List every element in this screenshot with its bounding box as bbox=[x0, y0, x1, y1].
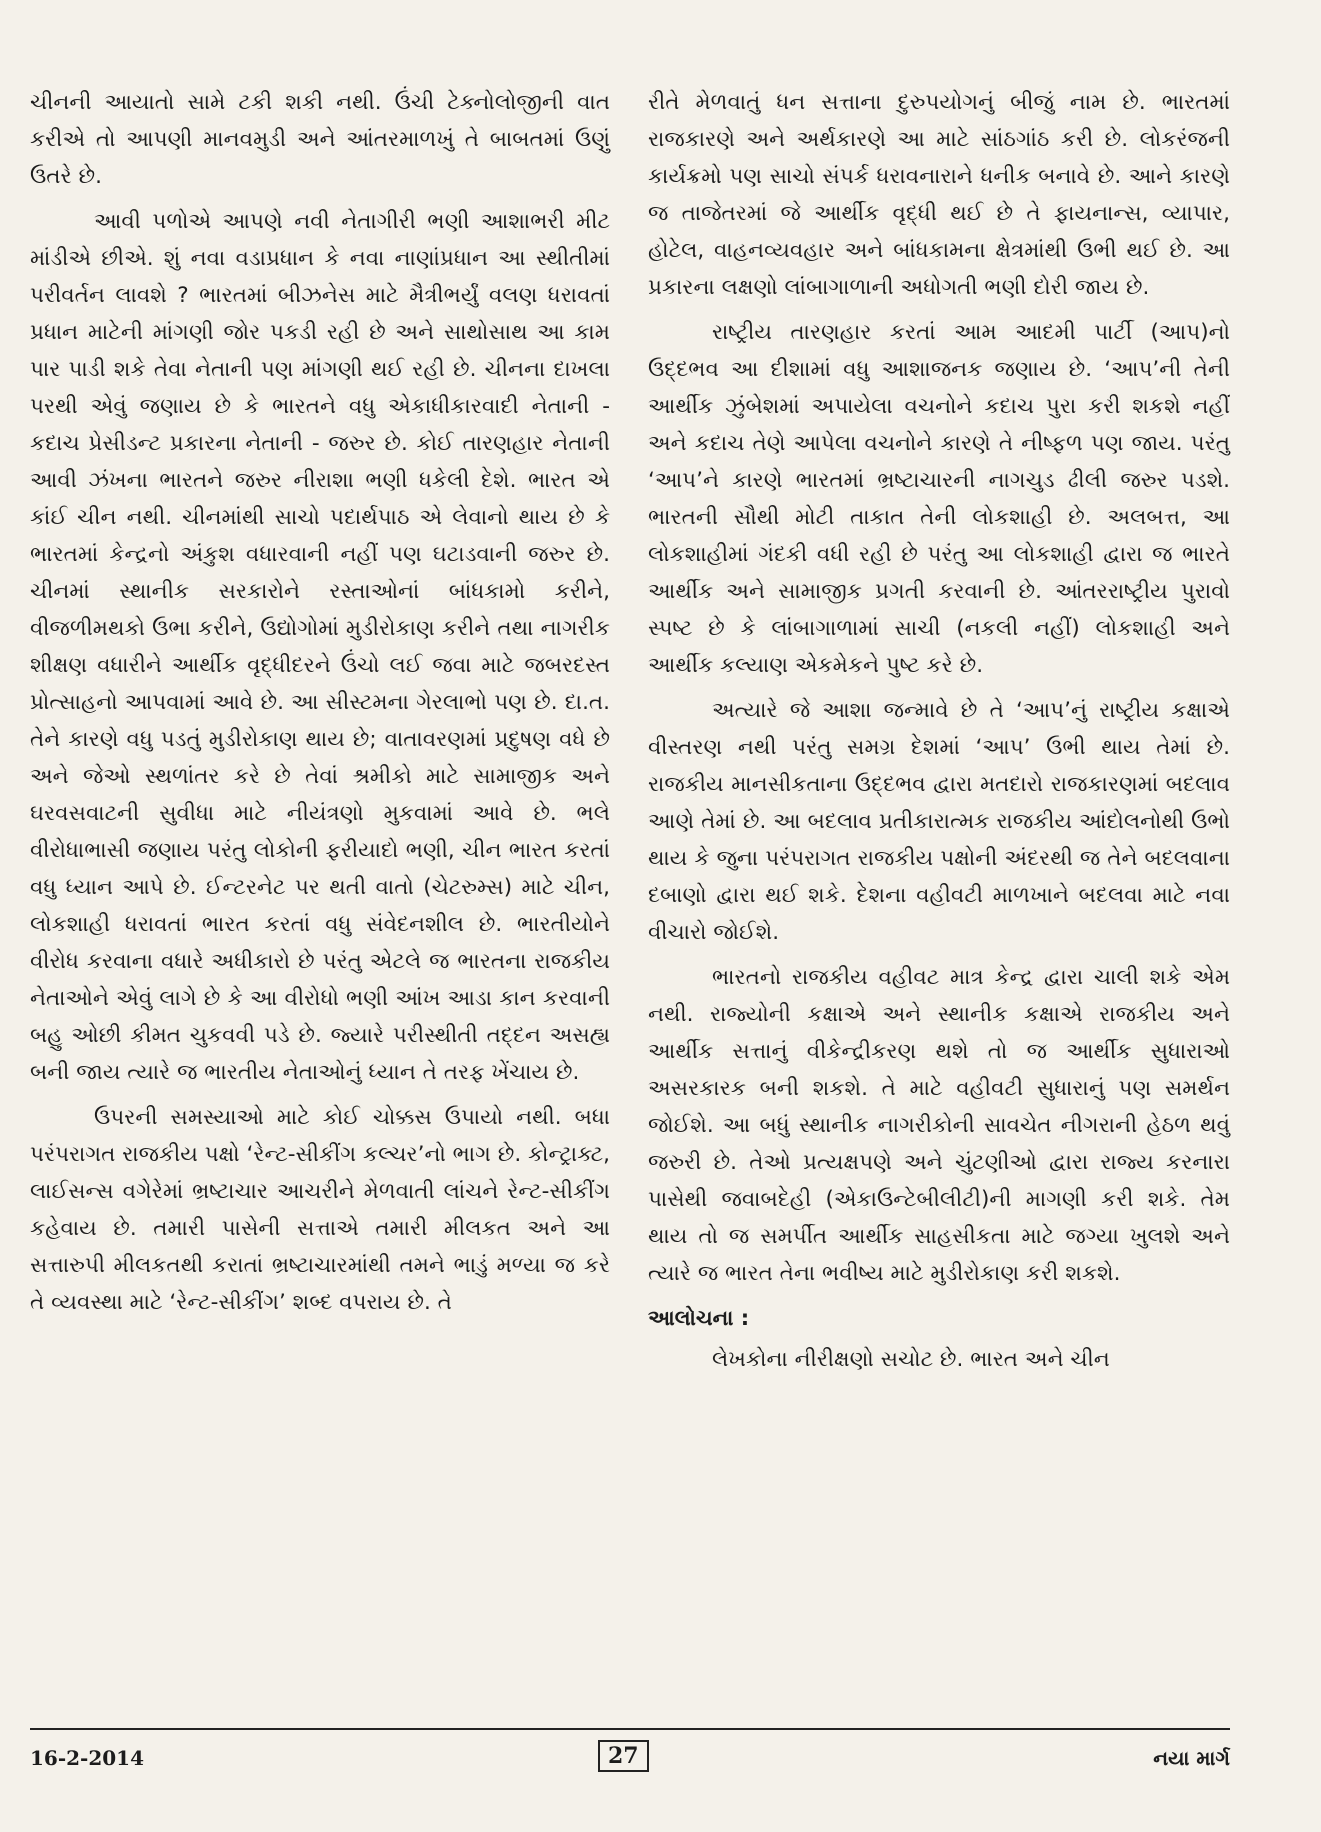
page-footer bbox=[30, 1742, 1230, 1778]
body-paragraph: ચીનની આયાતો સામે ટકી શકી નથી. ઉંચી ટેક્નોલોજીની વાત કરીએ તો આપણી માનવમુડી અને આંતરમાળખું તે બાબતમાં ઉણું ઉતરે છે. bbox=[30, 90, 610, 189]
page-number: 27 bbox=[598, 1740, 649, 1772]
section-heading: આલોચના : bbox=[648, 1306, 750, 1330]
body-paragraph: ઉપરની સમસ્યાઓ માટે કોઈ ચોક્કસ ઉપાયો નથી. બધા પરંપરાગત રાજકીય પક્ષો ‘રેન્ટ-સીકીંગ કલ્ચર’નો ભાગ છે. કોન્ટ્રાક્ટ, લાઈસન્સ વગેરેમાં ભ્રષ્ટાચાર આચરીને મેળવાતી લાંચને રેન્ટ-સીકીંગ કહેવાય છે. તમારી પાસેની સત્તાએ તમારી મીલકત અને આ સત્તારુપી મીલકતથી કરાતાં ભ્રષ્ટાચારમાંથી તમને ભાડું મળ્યા જ કરે તે વ્યવસ્થા માટે ‘રેન્ટ-સીકીંગ’ શબ્દ વપરાય છે. તે bbox=[30, 1105, 610, 1315]
body-paragraph: આવી પળોએ આપણે નવી નેતાગીરી ભણી આશાભરી મીટ માંડીએ છીએ. શું નવા વડાપ્રધાન કે નવા નાણાંપ્રધાન આ સ્થીતીમાં પરીવર્તન લાવશે ? ભારતમાં બીઝનેસ માટે મૈત્રીભર્યું વલણ ધરાવતાં પ્રધાન માટેની માંગણી જોર પકડી રહી છે અને સાથોસાથ આ કામ પાર પાડી શકે તેવા નેતાની પણ માંગણી થઈ રહી છે. ચીનના દાખલા પરથી એવું જણાય છે કે ભારતને વધુ એકાધીકારવાદી નેતાની - કદાચ પ્રેસીડન્ટ પ્રકારના નેતાની - જરુર છે. કોઈ તારણહાર નેતાની આવી ઝંખના ભારતને જરુર નીરાશા ભણી ધકેલી દેશે. ભારત એ કાંઈ ચીન નથી. ચીનમાંથી સાચો પદાર્થપાઠ એ લેવાનો થાય છે કે ભારતમાં કેન્દ્રનો અંકુશ વધારવાની નહીં પણ ઘટાડવાની જરુર છે. ચીનમાં સ્થાનીક સરકારોને રસ્તાઓનાં બાંધકામો કરીને, વીજળીમથકો ઉભા કરીને, ઉદ્યોગોમાં મુડીરોકાણ કરીને તથા નાગરીક શીક્ષણ વધારીને આર્થીક વૃદ્ધીદરને ઉંચો લઈ જવા માટે જબરદસ્ત પ્રોત્સાહનો આપવામાં આવે છે. આ સીસ્ટમના ગેરલાભો પણ છે. દા.ત. તેને કારણે વધુ પડતું મુડીરોકાણ થાય છે; વાતાવરણમાં પ્રદુષણ વધે છે અને જેઓ સ્થળાંતર કરે છે તેવાં શ્રમીકો માટે સામાજીક અને ઘરવસવાટની સુવીધા માટે નીયંત્રણો મુકવામાં આવે છે. ભલે વીરોધાભાસી જણાય પરંતુ લોકોની ફરીયાદો ભણી, ચીન ભારત કરતાં વધુ ધ્યાન આપે છે. ઈન્ટરનેટ પર થતી વાતો (ચેટરુમ્સ) માટે ચીન, લોકશાહી ધરાવતાં ભારત કરતાં વધુ સંવેદનશીલ છે. ભારતીયોને વીરોધ કરવાના વધારે અધીકારો છે પરંતુ એટલે જ ભારતના રાજકીય નેતાઓને એવું લાગે છે કે આ વીરોધો ભણી આંખ આડા કાન કરવાની બહુ ઓછી કીમત ચુકવવી પડે છે. જ્યારે પરીસ્થીતી તદ્દન અસહ્ય બની જાય ત્યારે જ ભારતીય નેતાઓનું ધ્યાન તે તરફ ખેંચાય છે. bbox=[30, 209, 610, 1085]
left-column bbox=[30, 84, 610, 1329]
footer-divider bbox=[30, 1728, 1230, 1730]
body-paragraph: અત્યારે જે આશા જન્માવે છે તે ‘આપ’નું રાષ્ટ્રીય કક્ષાએ વીસ્તરણ નથી પરંતુ સમગ્ર દેશમાં ‘આપ’ ઉભી થાય તેમાં છે. રાજકીય માનસીકતાના ઉદ્દભવ દ્વારા મતદારો રાજકારણમાં બદલાવ આણે તેમાં છે. આ બદલાવ પ્રતીકારાત્મક રાજકીય આંદોલનોથી ઉભો થાય કે જુના પરંપરાગત રાજકીય પક્ષોની અંદરથી જ તેને બદલવાના દબાણો દ્વારા થઈ શકે. દેશના વહીવટી માળખાને બદલવા માટે નવા વીચારો જોઈશે. bbox=[648, 698, 1230, 945]
right-column bbox=[648, 84, 1230, 1386]
body-paragraph: રાષ્ટ્રીય તારણહાર કરતાં આમ આદમી પાર્ટી (આપ)નો ઉદ્દભવ આ દીશામાં વધુ આશાજનક જણાય છે. ‘આપ’ની તેની આર્થીક ઝુંબેશમાં અપાયેલા વચનોને કદાચ પુરા કરી શકશે નહીં અને કદાચ તેણે આપેલા વચનોને કારણે તે નીષ્ફળ પણ જાય. પરંતુ ‘આપ’ને કારણે ભારતમાં ભ્રષ્ટાચારની નાગચુડ ઢીલી જરુર પડશે. ભારતની સૌથી મોટી તાકાત તેની લોકશાહી છે. અલબત્ત, આ લોકશાહીમાં ગંદકી વધી રહી છે પરંતુ આ લોકશાહી દ્વારા જ ભારતે આર્થીક અને સામાજીક પ્રગતી કરવાની છે. આંતરરાષ્ટ્રીય પુરાવો સ્પષ્ટ છે કે લાંબાગાળામાં સાચી (નકલી નહીં) લોકશાહી અને આર્થીક કલ્યાણ એકમેકને પુષ્ટ કરે છે. bbox=[648, 320, 1230, 678]
body-paragraph: લેખકોના નીરીક્ષણો સચોટ છે. ભારત અને ચીન bbox=[712, 1347, 1110, 1372]
issue-date: 16-2-2014 bbox=[30, 1746, 145, 1770]
body-paragraph: રીતે મેળવાતું ધન સત્તાના દુરુપયોગનું બીજું નામ છે. ભારતમાં રાજકારણે અને અર્થકારણે આ માટે સાંઠગાંઠ કરી છે. લોકરંજની કાર્યક્રમો પણ સાચો સંપર્ક ધરાવનારાને ધનીક બનાવે છે. આને કારણે જ તાજેતરમાં જે આર્થીક વૃદ્ધી થઈ છે તે ફાયનાન્સ, વ્યાપાર, હોટેલ, વાહનવ્યવહાર અને બાંધકામના ક્ષેત્રમાંથી ઉભી થઈ છે. આ પ્રકારના લક્ષણો લાંબાગાળાની અધોગતી ભણી દોરી જાય છે. bbox=[648, 90, 1230, 300]
body-paragraph: ભારતનો રાજકીય વહીવટ માત્ર કેન્દ્ર દ્વારા ચાલી શકે એમ નથી. રાજ્યોની કક્ષાએ અને સ્થાનીક કક્ષાએ રાજકીય અને આર્થીક સત્તાનું વીકેન્દ્રીકરણ થશે તો જ આર્થીક સુધારાઓ અસરકારક બની શકશે. તે માટે વહીવટી સુધારાનું પણ સમર્થન જોઈશે. આ બધું સ્થાનીક નાગરીકોની સાવચેત નીગરાની હેઠળ થવું જરુરી છે. તેઓ પ્રત્યક્ષપણે અને ચુંટણીઓ દ્વારા રાજ્ય કરનારા પાસેથી જવાબદેહી (એકાઉન્ટેબીલીટી)ની માગણી કરી શકે. તેમ થાય તો જ સમર્પીત આર્થીક સાહસીકતા માટે જગ્યા ખુલશે અને ત્યારે જ ભારત તેના ભવીષ્ય માટે મુડીરોકાણ કરી શકશે. bbox=[648, 965, 1230, 1286]
publication-name: નયા માર્ગ bbox=[1153, 1746, 1230, 1770]
